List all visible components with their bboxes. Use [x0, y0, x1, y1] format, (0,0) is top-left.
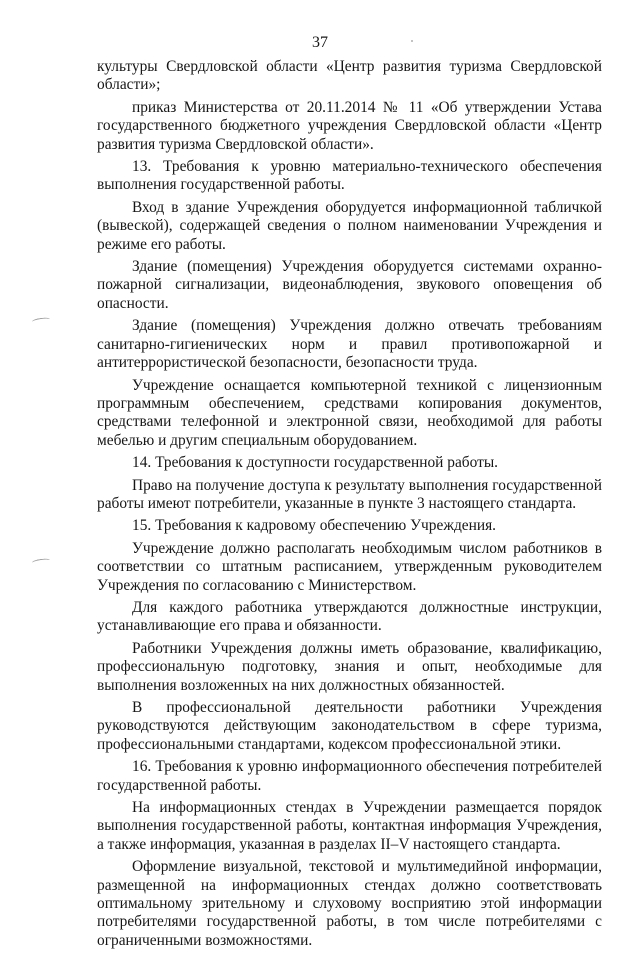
paragraph: Здание (помещения) Учреждения должно отвечать требованиям санитарно-гигиенических норм и правил противопожарной и антитеррористической безопасности, безопасности труда.	[97, 317, 602, 372]
paragraph: Оформление визуальной, текстовой и мультимедийной информации, размещенной на информационных стендах должно соответствовать оптимальному зрительному и слуховому восприятию этой информации потребителями государственной работы, в том числе потребителями с ограниченными возможностями.	[97, 858, 602, 949]
scan-speck	[411, 40, 413, 42]
document-body	[97, 58, 602, 954]
paragraph: В профессиональной деятельности работники Учреждения руководствуются действующим законодательством в сфере туризма, профессиональными стандартами, кодексом профессиональной этики.	[97, 699, 602, 753]
paragraph: Для каждого работника утверждаются должностные инструкции, устанавливающие его права и обязанности.	[97, 598, 602, 635]
section-heading: 14. Требования к доступности государственной работы.	[132, 454, 499, 472]
paragraph: На информационных стендах в Учреждении размещается порядок выполнения государственной работы, контактная информация Учреждения, а также информация, указанная в разделах II–V настоящего стандарта.	[97, 799, 602, 853]
section-heading: 15. Требования к кадровому обеспечению Учреждения.	[132, 517, 497, 535]
page-number: 37	[312, 34, 328, 51]
section-heading: 16. Требования к уровню информационного обеспечения потребителей государственной работы.	[97, 758, 602, 794]
paragraph: культуры Свердловской области «Центр развития туризма Свердловской области»;	[97, 58, 602, 94]
paragraph: Учреждение оснащается компьютерной техникой с лицензионным программным обеспечением, средствами копирования документов, средствами телефонной и электронной связи, необходимой для работы мебелью и другим специальным оборудованием.	[97, 376, 602, 449]
paragraph: Право на получение доступа к результату выполнения государственной работы имеют потребители, указанные в пункте 3 настоящего стандарта.	[97, 476, 602, 512]
margin-scan-mark	[32, 317, 51, 324]
section-heading: 13. Требования к уровню материально-технического обеспечения выполнения государственной работы.	[97, 158, 602, 194]
paragraph: Учреждение должно располагать необходимым числом работников в соответствии со штатным расписанием, утвержденным руководителем Учреждения по согласованию с Министерством.	[97, 539, 602, 594]
paragraph: Здание (помещения) Учреждения оборудуется системами охранно-пожарной сигнализации, видеонаблюдения, звукового оповещения об опасности.	[97, 258, 602, 312]
margin-scan-mark	[32, 558, 51, 565]
paragraph: Вход в здание Учреждения оборудуется информационной табличкой (вывеской), содержащей сведения о полном наименовании Учреждения и режиме его работы.	[97, 198, 602, 253]
paragraph: приказ Министерства от 20.11.2014 № 11 «Об утверждении Устава государственного бюджетного учреждения Свердловской области «Центр развития туризма Свердловской области».	[97, 98, 602, 153]
paragraph: Работники Учреждения должны иметь образование, квалификацию, профессиональную подготовку, знания и опыт, необходимые для выполнения возложенных на них должностных обязанностей.	[97, 639, 602, 694]
